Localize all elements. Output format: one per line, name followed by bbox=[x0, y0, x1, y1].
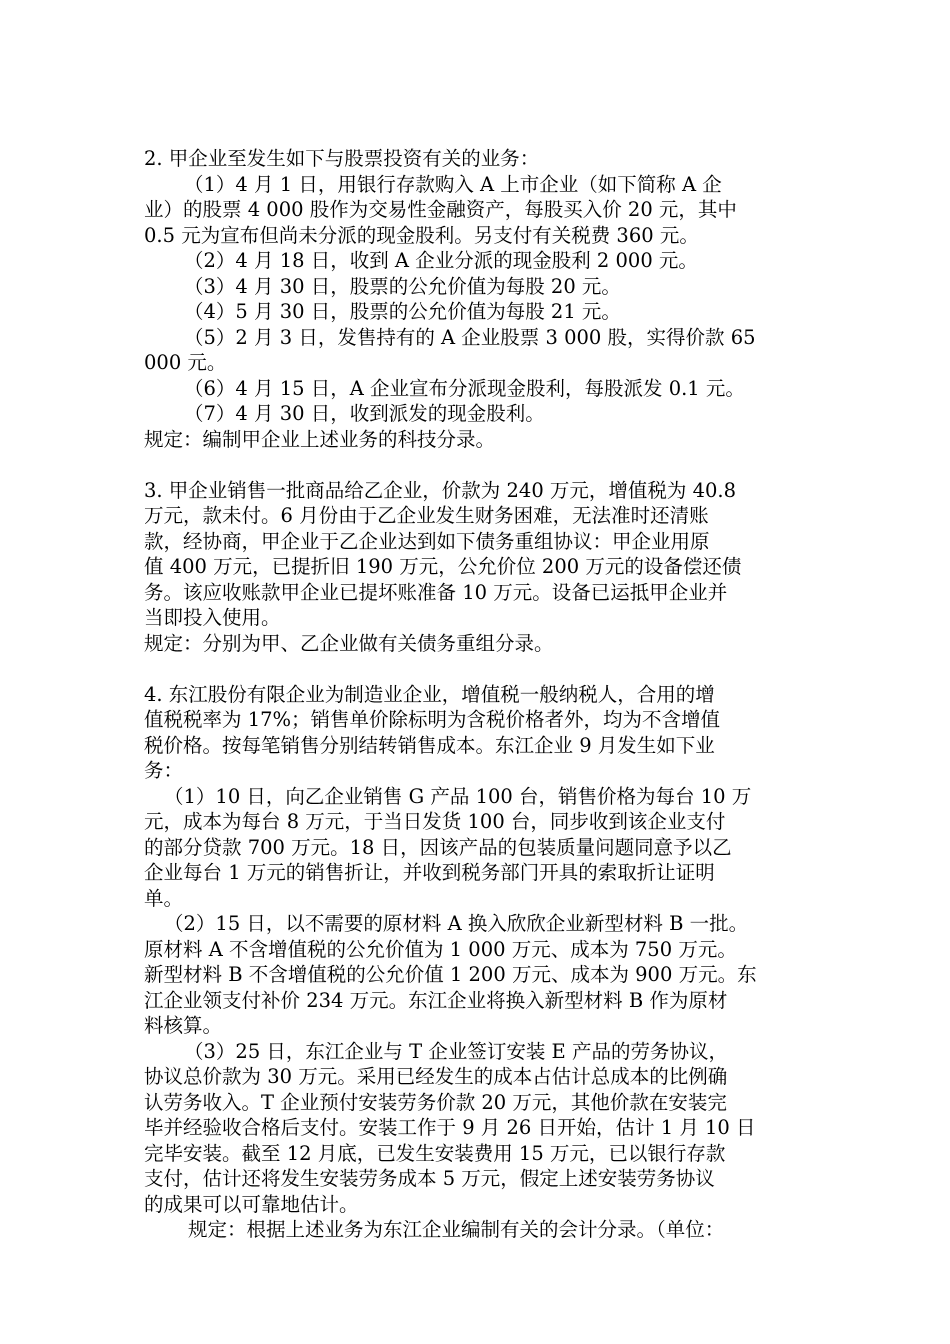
q2-item-6: （6）4 月 15 日，A 企业宣布分派现金股利，每股派发 0.1 元。 bbox=[184, 376, 745, 400]
q4-item-2-line-3: 新型材料 B 不含增值税的公允价值 1 200 万元、成本为 900 万元。东 bbox=[144, 963, 757, 986]
q4-item-1-line-2: 元，成本为每台 8 万元，于当日发货 100 台，同步收到该企业支付 bbox=[144, 810, 726, 833]
q2-requirement: 规定：编制甲企业上述业务的科技分录。 bbox=[144, 427, 496, 451]
q4-item-2-line-1: （2）15 日，以不需要的原材料 A 换入欣欣企业新型材料 B 一批。 bbox=[164, 912, 749, 935]
q4-item-1-line-5: 单。 bbox=[144, 886, 184, 910]
q3-line-4: 值 400 万元，已提折旧 190 万元，公允价位 200 万元的设备偿还债 bbox=[144, 555, 742, 578]
q4-line-2: 值税税率为 17%；销售单价除标明为含税价格者外，均为不含增值 bbox=[144, 708, 721, 731]
q3-line-2: 万元，款未付。6 月份由于乙企业发生财务困难，无法准时还清账 bbox=[144, 504, 709, 527]
q4-item-2-line-4: 江企业领支付补价 234 万元。东江企业将换入新型材料 B 作为原材 bbox=[144, 988, 728, 1012]
q4-line-3: 税价格。按每笔销售分别结转销售成本。东江企业 9 月发生如下业 bbox=[144, 733, 715, 757]
q4-item-1-line-1: （1）10 日，向乙企业销售 G 产品 100 台，销售价格为每台 10 万 bbox=[164, 784, 752, 808]
q3-line-5: 务。该应收账款甲企业已提坏账准备 10 万元。设备已运抵甲企业并 bbox=[144, 580, 728, 604]
q4-item-3-line-4: 毕并经验收合格后支付。安装工作于 9 月 26 日开始，估计 1 月 10 日 bbox=[144, 1116, 756, 1139]
q4-item-3-line-1: （3）25 日，东江企业与 T 企业签订安装 E 产品的劳务协议， bbox=[184, 1039, 728, 1063]
question-2-title: 2. 甲企业至发生如下与股票投资有关的业务： bbox=[144, 147, 540, 170]
q4-item-3-line-6: 支付，估计还将发生安装劳务成本 5 万元，假定上述安装劳务协议 bbox=[144, 1167, 715, 1190]
q3-line-3: 款，经协商，甲企业于乙企业达到如下债务重组协议：甲企业用原 bbox=[144, 529, 710, 553]
q2-item-5-line-1: （5）2 月 3 日，发售持有的 A 企业股票 3 000 股，实得价款 65 bbox=[184, 325, 756, 349]
q4-item-3-line-7: 的成果可以可靠地估计。 bbox=[144, 1192, 359, 1216]
q2-item-2: （2）4 月 18 日，收到 A 企业分派的现金股利 2 000 元。 bbox=[184, 249, 698, 272]
q3-line-1: 3. 甲企业销售一批商品给乙企业，价款为 240 万元，增值税为 40.8 bbox=[144, 478, 737, 502]
question-3 bbox=[144, 478, 810, 657]
q4-item-1-line-3: 的部分贷款 700 万元。18 日，因该产品的包装质量问题同意予以乙 bbox=[144, 835, 732, 859]
spacer bbox=[144, 656, 810, 682]
document-page bbox=[144, 146, 810, 1243]
q2-item-1-line-2: 业）的股票 4 000 股作为交易性金融资产，每股买入价 20 元，其中 bbox=[144, 198, 737, 221]
q2-item-1-line-1: （1）4 月 1 日，用银行存款购入 A 上市企业（如下简称 A 企 bbox=[184, 172, 722, 196]
q2-item-7: （7）4 月 30 日，收到派发的现金股利。 bbox=[184, 402, 545, 425]
question-4 bbox=[144, 682, 810, 1243]
q4-line-1: 4. 东江股份有限企业为制造业企业，增值税一般纳税人，合用的增 bbox=[144, 682, 715, 706]
q2-item-3: （3）4 月 30 日，股票的公允价值为每股 20 元。 bbox=[184, 274, 621, 298]
q4-item-3-line-2: 协议总价款为 30 万元。采用已经发生的成本占估计总成本的比例确 bbox=[144, 1065, 728, 1088]
q2-item-4: （4）5 月 30 日，股票的公允价值为每股 21 元。 bbox=[184, 300, 621, 323]
q3-requirement: 规定：分别为甲、乙企业做有关债务重组分录。 bbox=[144, 631, 554, 655]
q4-item-2-line-2: 原材料 A 不含增值税的公允价值为 1 000 万元、成本为 750 万元。 bbox=[144, 937, 737, 961]
q4-item-1-line-4: 企业每台 1 万元的销售折让，并收到税务部门开具的索取折让证明 bbox=[144, 861, 715, 884]
question-2 bbox=[144, 146, 810, 452]
q4-item-2-line-5: 料核算。 bbox=[144, 1014, 223, 1037]
q2-item-1-line-3: 0.5 元为宣布但尚未分派的现金股利。另支付有关税费 360 元。 bbox=[144, 223, 699, 247]
q2-item-5-line-2: 000 元。 bbox=[144, 351, 227, 374]
q4-requirement: 规定：根据上述业务为东江企业编制有关的会计分录。（单位： bbox=[188, 1218, 725, 1241]
q4-line-4: 务： bbox=[144, 759, 184, 782]
spacer bbox=[144, 452, 810, 478]
q4-item-3-line-5: 完毕安装。截至 12 月底，已发生安装费用 15 万元，已以银行存款 bbox=[144, 1141, 726, 1165]
q3-line-6: 当即投入使用。 bbox=[144, 606, 281, 629]
q4-item-3-line-3: 认劳务收入。T 企业预付安装劳务价款 20 万元，其他价款在安装完 bbox=[144, 1090, 727, 1114]
